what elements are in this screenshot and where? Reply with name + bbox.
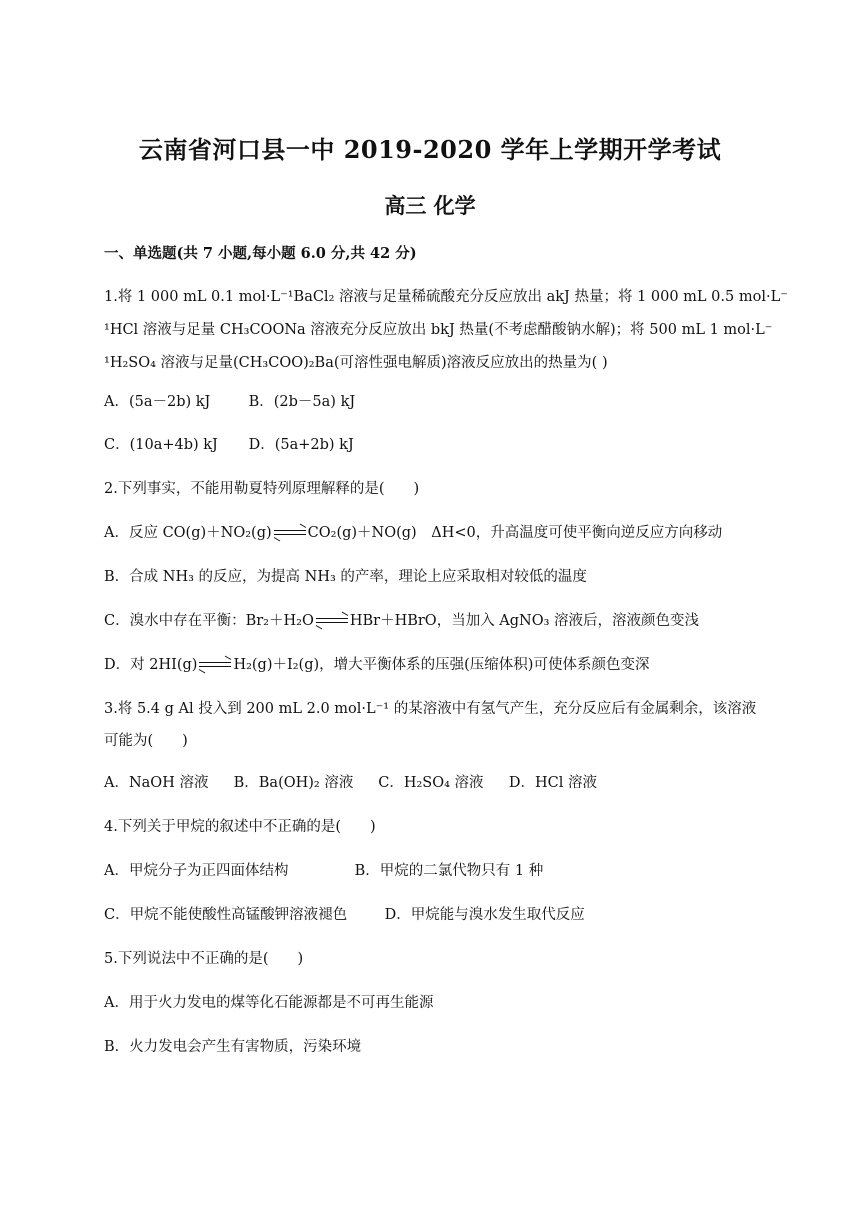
q2-option-a-right: CO₂(g)＋NO(g) ΔH<0，升高温度可使平衡向逆反应方向移动 — [307, 525, 723, 541]
q5-option-a: A．用于火力发电的煤等化石能源都是不可再生能源 — [104, 995, 434, 1011]
q3-option-d: D．HCl 溶液 — [508, 775, 597, 791]
q4-option-d: D．甲烷能与溴水发生取代反应 — [384, 907, 585, 923]
q2-option-a-left: A．反应 CO(g)＋NO₂(g) — [104, 525, 272, 541]
q1-options-row-2 — [104, 435, 764, 455]
q4-option-a: A．甲烷分子为正四面体结构 — [104, 863, 289, 879]
q4-stem: 4.下列关于甲烷的叙述中不正确的是( ) — [104, 819, 376, 835]
q2-option-c-right: HBr＋HBrO，当加入 AgNO₃ 溶液后，溶液颜色变浅 — [349, 613, 700, 629]
q3-option-c: C．H₂SO₄ 溶液 — [378, 775, 484, 791]
q2-option-b: B．合成 NH₃ 的反应，为提高 NH₃ 的产率，理论上应采取相对较低的温度 — [104, 569, 587, 585]
q3-option-a: A．NaOH 溶液 — [104, 775, 209, 791]
q4-options-row-1 — [104, 861, 764, 881]
section-heading: 一、单选题(共 7 小题,每小题 6.0 分,共 42 分) — [104, 245, 417, 262]
q3-stem-line-1: 3.将 5.4 g Al 投入到 200 mL 2.0 mol·L⁻¹ 的某溶液中有氢气产生，充分反应后有金属剩余，该溶液 — [104, 701, 757, 717]
exam-subtitle: 高三 化学 — [384, 193, 476, 218]
q1-stem-line-3: ¹H₂SO₄ 溶液与足量(CH₃COO)₂Ba(可溶性强电解质)溶液反应放出的热量为( ) — [104, 355, 608, 371]
q2-option-d-right: H₂(g)＋I₂(g)，增大平衡体系的压强(压缩体积)可使体系颜色变深 — [233, 657, 650, 673]
q1-option-d: D．(5a+2b) kJ — [248, 437, 354, 453]
q4-options-row-2 — [104, 905, 764, 925]
q1-stem-line-2: ¹HCl 溶液与足量 CH₃COONa 溶液充分反应放出 bkJ 热量(不考虑醋酸钠水解)；将 500 mL 1 mol·L⁻ — [104, 322, 773, 338]
q2-option-a — [104, 523, 764, 543]
q4-option-c: C．甲烷不能使酸性高锰酸钾溶液褪色 — [104, 907, 348, 923]
q3-stem-line-2: 可能为( ) — [104, 733, 188, 749]
q2-stem: 2.下列事实，不能用勒夏特列原理解释的是( ) — [104, 481, 420, 497]
exam-title: 云南省河口县一中 2019-2020 学年上学期开学考试 — [138, 135, 722, 164]
q1-stem-line-1: 1.将 1 000 mL 0.1 mol·L⁻¹BaCl₂ 溶液与足量稀硫酸充分反应放出 akJ 热量；将 1 000 mL 0.5 mol·L⁻ — [104, 289, 788, 305]
q2-option-c — [104, 611, 764, 631]
q1-options-row-1 — [104, 392, 764, 412]
equilibrium-arrow-icon — [316, 616, 348, 626]
q4-option-b: B．甲烷的二氯代物只有 1 种 — [354, 863, 544, 879]
equilibrium-arrow-icon — [199, 660, 231, 670]
q1-option-c: C．(10a+4b) kJ — [104, 437, 218, 453]
q3-option-b: B．Ba(OH)₂ 溶液 — [233, 775, 354, 791]
q1-option-a: A．(5a－2b) kJ — [104, 394, 211, 410]
q2-option-d — [104, 655, 764, 675]
q1-option-b: B．(2b－5a) kJ — [248, 394, 356, 410]
q5-option-b: B．火力发电会产生有害物质，污染环境 — [104, 1039, 362, 1055]
q2-option-d-left: D．对 2HI(g) — [104, 657, 198, 673]
equilibrium-arrow-icon — [274, 528, 306, 538]
q2-option-c-left: C．溴水中存在平衡：Br₂＋H₂O — [104, 613, 314, 629]
q5-stem: 5.下列说法中不正确的是( ) — [104, 951, 304, 967]
q3-options-row — [104, 773, 764, 793]
